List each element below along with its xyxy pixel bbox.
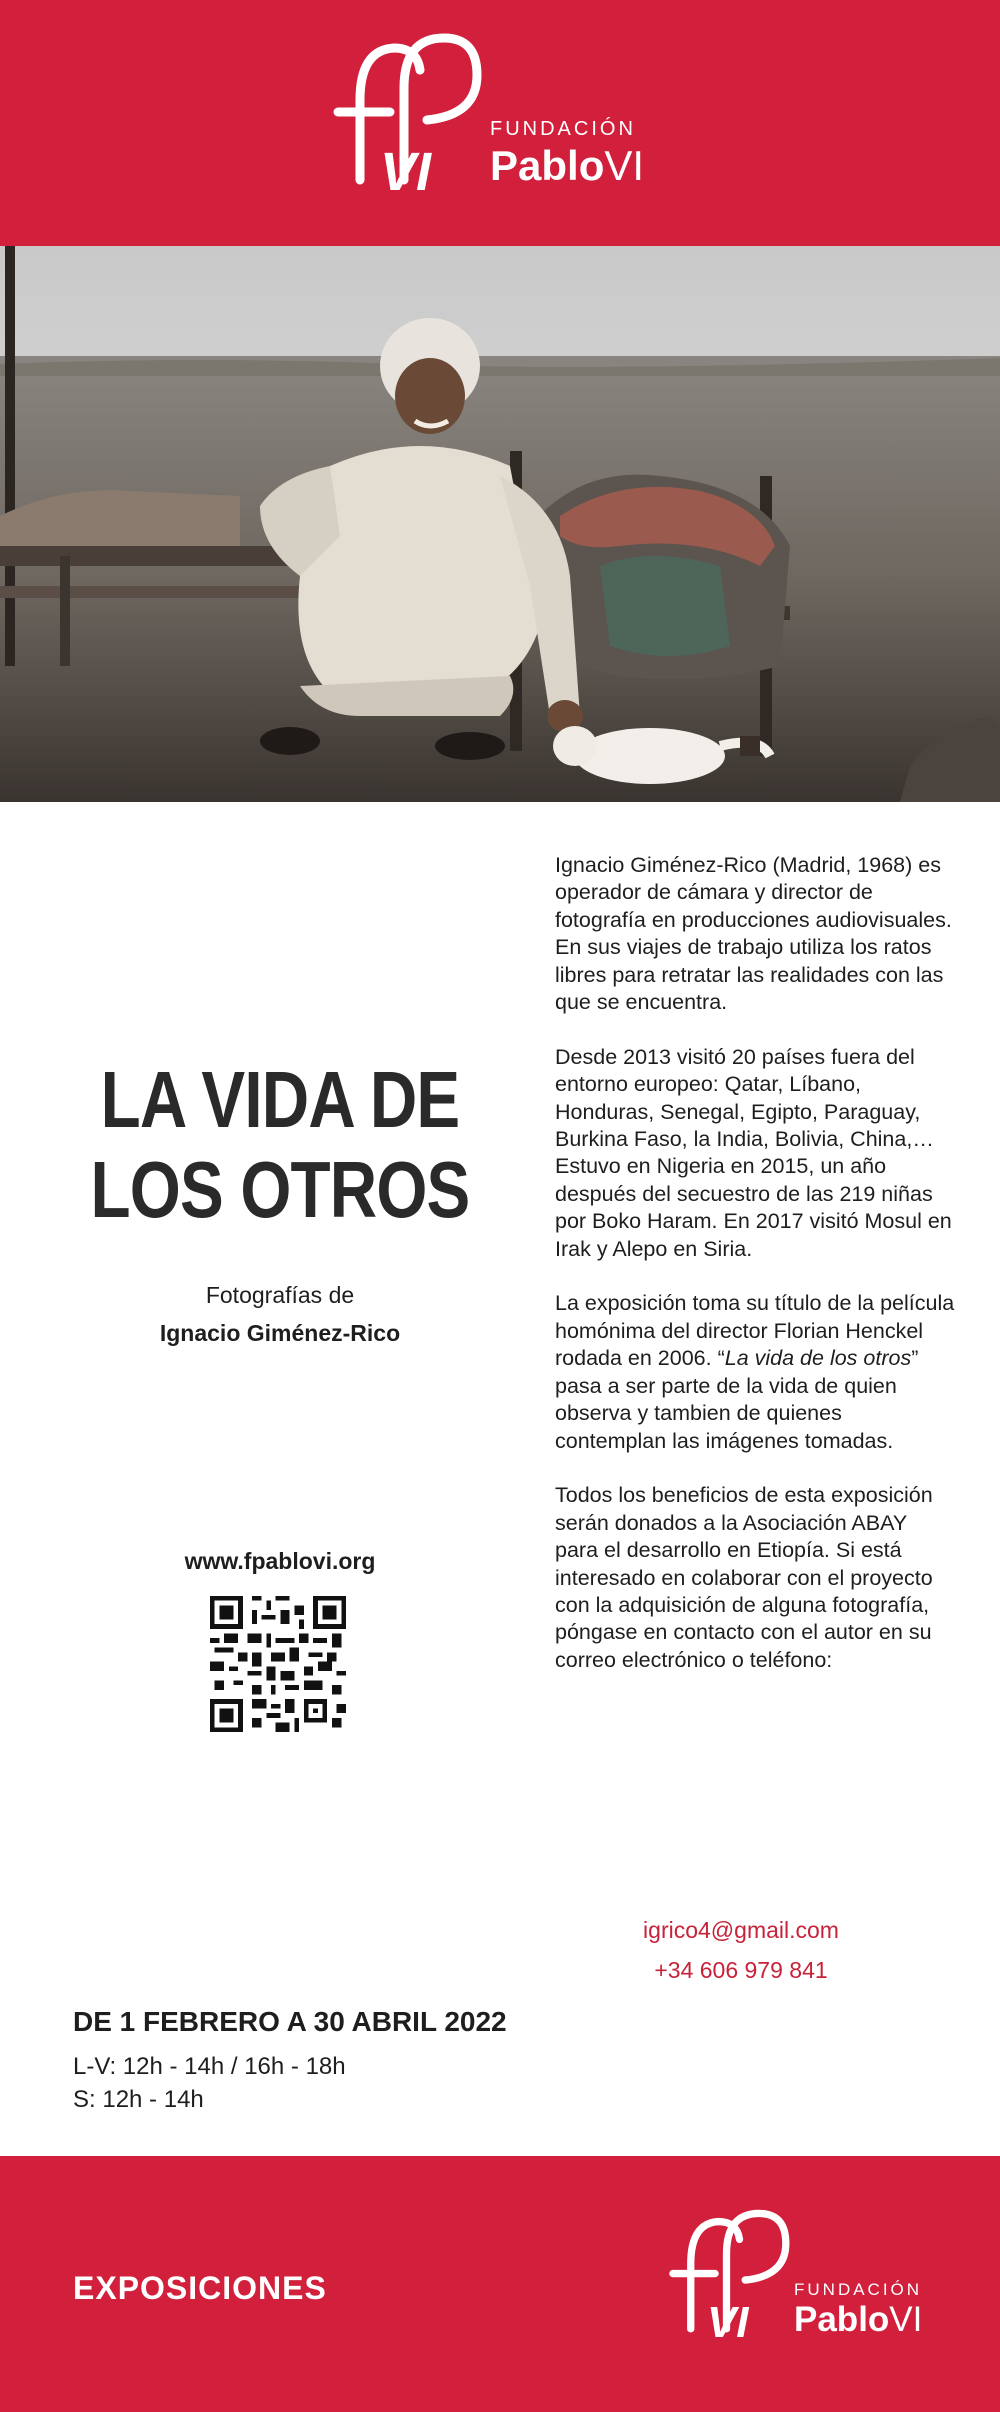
contact-block — [555, 1910, 927, 1990]
paragraph-donations: Todos los beneficios de esta exposición serán donados a la Asociación ABAY para el desarrollo en Etiopía. Si está interesado en colaborar con el proyecto con la adquisición de alguna fotografía, póngase en contacto con el autor en su correo electrónico o teléfono: — [555, 1483, 933, 1672]
logo-pablovi: PabloVI — [490, 142, 645, 189]
logo-pablovi: PabloVI — [794, 2300, 923, 2339]
saturday-hours: S: 12h - 14h — [73, 2086, 204, 2113]
hero-photo — [0, 246, 1000, 802]
qr-code-icon[interactable] — [210, 1596, 346, 1732]
phone-link[interactable]: +34 606 979 841 — [654, 1957, 828, 1983]
author-name: Ignacio Giménez-Rico — [159, 1320, 401, 1346]
weekday-hours: L-V: 12h - 14h / 16h - 18h — [73, 2053, 346, 2080]
footer-banner — [0, 2156, 1000, 2412]
opening-hours — [73, 2050, 346, 2116]
email-link[interactable]: igrico4@gmail.com — [643, 1917, 839, 1943]
exhibition-dates: DE 1 FEBRERO A 30 ABRIL 2022 — [73, 2006, 507, 2037]
paragraph-travels: Desde 2013 visitó 20 países fuera del entorno europeo: Qatar, Líbano, Honduras, Senegal, Egipto, Paraguay, Burkina Faso, la India, Bolivia, China,… Estuvo en Nigeria en 2015, un año después del secuestro de las 219 niñas por Boko Haram. En 2017 visitó Mosul en Irak y Alepo en Siria. — [555, 1044, 952, 1261]
logo-fundacion: FUNDACIÓN — [490, 118, 636, 140]
description — [555, 852, 955, 1702]
subtitle — [40, 1276, 520, 1352]
header-banner — [0, 0, 1000, 246]
svg-text:VI: VI — [380, 142, 432, 200]
section-label: EXPOSICIONES — [73, 2270, 327, 2306]
header-logo — [332, 30, 692, 210]
fpvi-logo-icon — [332, 30, 492, 200]
svg-text:VI: VI — [707, 2297, 749, 2346]
logo-fundacion: FUNDACIÓN — [794, 2280, 923, 2299]
exhibition-title — [83, 1055, 477, 1235]
paragraph-title-origin: La exposición toma su título de la película homónima del director Florian Henckel rodada en 2006. “La vida de los otros” pasa a ser parte de la vida de quien observa y tambien de quienes contemplan las imágenes tomadas. — [555, 1291, 955, 1453]
footer-logo — [668, 2206, 968, 2356]
paragraph-bio: Ignacio Giménez-Rico (Madrid, 1968) es operador de cámara y director de fotografía en producciones audiovisuales. En sus viajes de trabajo utiliza los ratos libres para retratar las realidades con las que se encuentra. — [555, 853, 952, 1015]
subtitle-line: Fotografías de — [205, 1282, 355, 1308]
website-link[interactable]: www.fpablovi.org — [184, 1548, 376, 1574]
title-line-1: LA VIDA DE — [100, 1055, 460, 1144]
fpvi-logo-icon — [668, 2206, 798, 2346]
title-line-2: LOS OTROS — [90, 1145, 470, 1234]
